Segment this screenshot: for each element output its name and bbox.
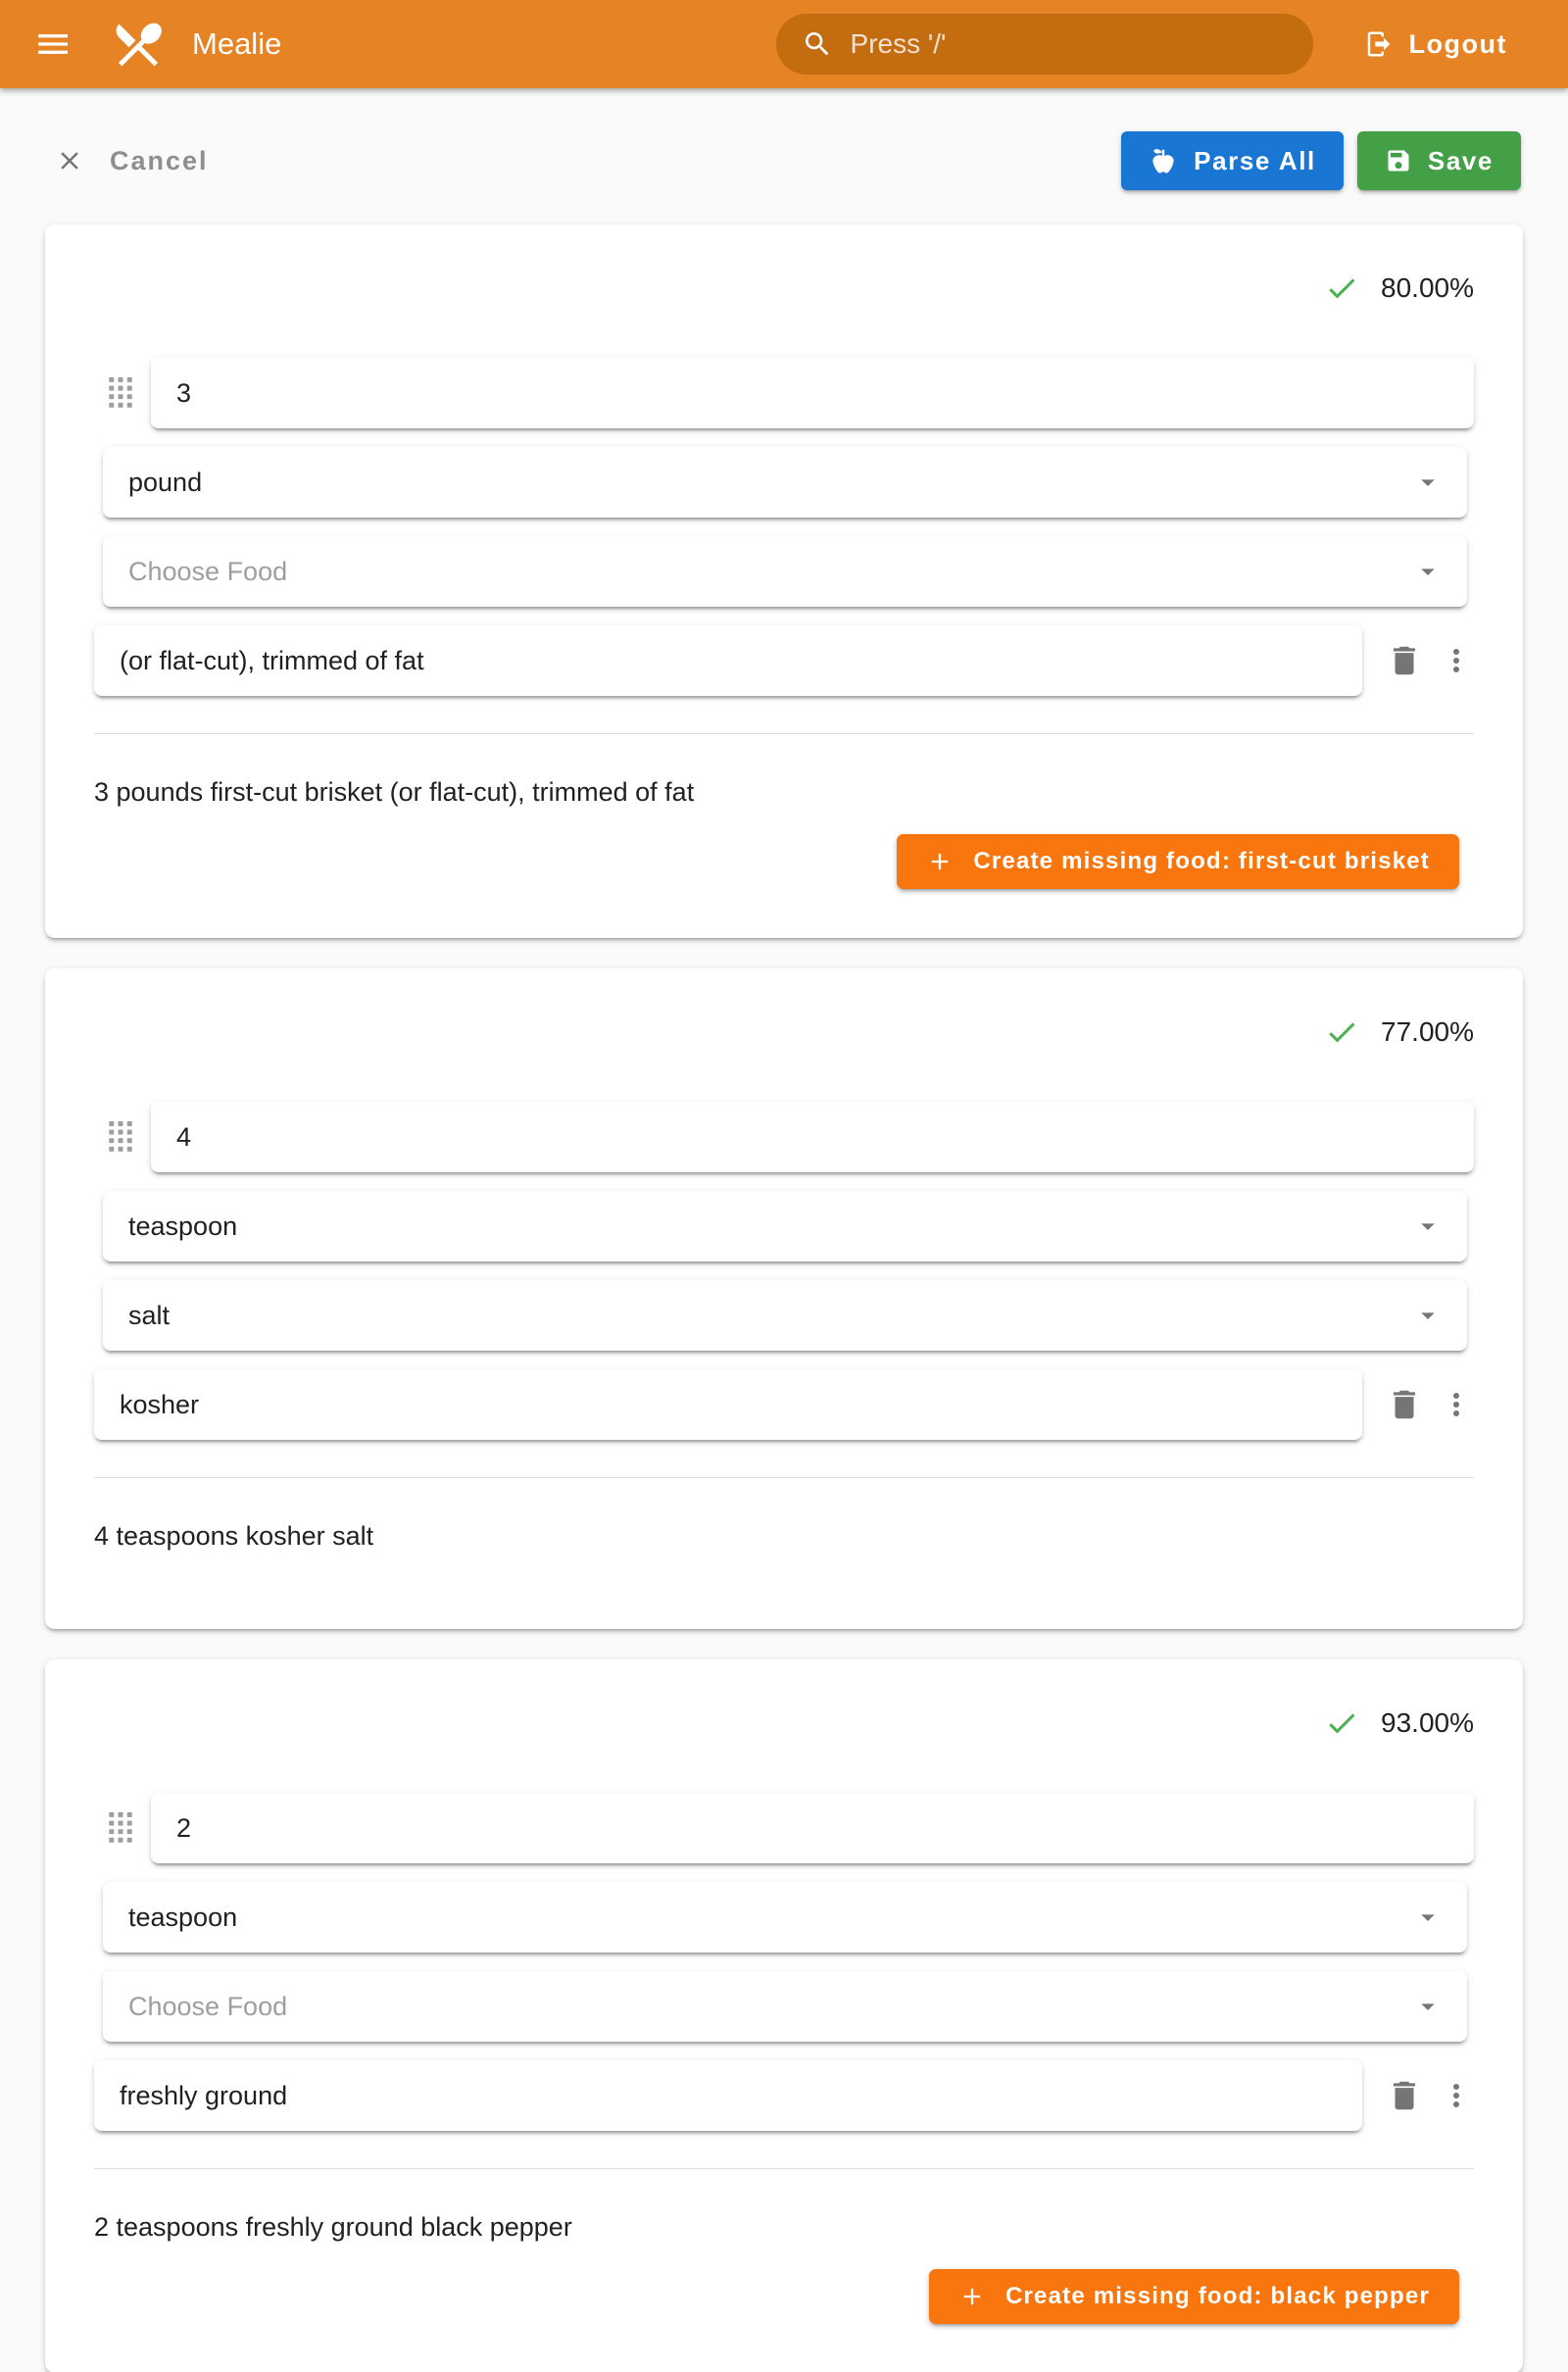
original-ingredient-text: 4 teaspoons kosher salt bbox=[94, 1521, 374, 1551]
unit-value: teaspoon bbox=[128, 1211, 238, 1241]
close-icon bbox=[55, 146, 84, 175]
plus-icon bbox=[926, 848, 954, 875]
create-missing-food-button[interactable] bbox=[929, 2269, 1459, 2324]
chevron-down-icon bbox=[1412, 467, 1444, 498]
silverware-logo-icon[interactable] bbox=[110, 16, 167, 73]
confidence-row bbox=[94, 1012, 1474, 1053]
food-placeholder: Choose Food bbox=[128, 1991, 288, 2021]
logout-button[interactable] bbox=[1364, 29, 1507, 60]
ingredient-card bbox=[45, 224, 1523, 938]
unit-select[interactable] bbox=[103, 447, 1467, 518]
cancel-label: Cancel bbox=[110, 145, 209, 175]
search-icon bbox=[802, 28, 833, 60]
quantity-input[interactable] bbox=[151, 378, 1474, 409]
original-ingredient-text: 2 teaspoons freshly ground black pepper bbox=[94, 2212, 572, 2242]
check-icon bbox=[1324, 271, 1359, 306]
logout-icon bbox=[1364, 29, 1394, 59]
original-ingredient-text: 3 pounds first-cut brisket (or flat-cut), trimmed of fat bbox=[94, 777, 695, 807]
note-input[interactable] bbox=[94, 646, 1362, 676]
parse-all-button[interactable] bbox=[1121, 131, 1344, 190]
unit-value: pound bbox=[128, 467, 203, 497]
save-label: Save bbox=[1427, 145, 1494, 175]
note-field bbox=[94, 2060, 1362, 2131]
divider bbox=[94, 1477, 1474, 1478]
search-input[interactable] bbox=[851, 28, 1288, 60]
check-icon bbox=[1324, 1705, 1359, 1741]
food-select[interactable] bbox=[103, 1971, 1467, 2042]
food-value: salt bbox=[128, 1300, 171, 1330]
parse-all-label: Parse All bbox=[1194, 145, 1316, 175]
chevron-down-icon bbox=[1412, 1211, 1444, 1242]
check-icon bbox=[1324, 1014, 1359, 1050]
quantity-field bbox=[151, 1102, 1474, 1172]
ingredient-card bbox=[45, 968, 1523, 1629]
food-placeholder: Choose Food bbox=[128, 556, 288, 586]
quantity-input[interactable] bbox=[151, 1122, 1474, 1153]
hamburger-menu-icon[interactable] bbox=[33, 25, 73, 64]
chevron-down-icon bbox=[1412, 556, 1444, 587]
create-missing-food-label: Create missing food: black pepper bbox=[1004, 2283, 1430, 2309]
unit-value: teaspoon bbox=[128, 1902, 238, 1932]
quantity-field bbox=[151, 1793, 1474, 1863]
unit-select[interactable] bbox=[103, 1191, 1467, 1261]
cancel-button[interactable] bbox=[55, 146, 209, 176]
logout-label: Logout bbox=[1408, 28, 1507, 59]
trash-icon[interactable] bbox=[1386, 2077, 1423, 2114]
app-title: Mealie bbox=[192, 26, 282, 61]
note-field bbox=[94, 625, 1362, 696]
food-select[interactable] bbox=[103, 1280, 1467, 1351]
drag-handle-icon[interactable] bbox=[108, 1121, 133, 1153]
create-missing-food-label: Create missing food: first-cut brisket bbox=[973, 848, 1430, 874]
dots-vertical-icon[interactable] bbox=[1439, 1387, 1474, 1422]
save-button[interactable] bbox=[1357, 131, 1521, 190]
plus-icon bbox=[958, 2283, 986, 2310]
chevron-down-icon bbox=[1412, 1902, 1444, 1933]
confidence-value: 93.00% bbox=[1381, 1707, 1474, 1738]
apple-icon bbox=[1149, 146, 1178, 175]
note-input[interactable] bbox=[94, 1390, 1362, 1420]
note-field bbox=[94, 1369, 1362, 1440]
save-icon bbox=[1385, 147, 1412, 174]
dots-vertical-icon[interactable] bbox=[1439, 2078, 1474, 2113]
confidence-value: 80.00% bbox=[1381, 272, 1474, 303]
quantity-field bbox=[151, 358, 1474, 428]
divider bbox=[94, 2168, 1474, 2169]
chevron-down-icon bbox=[1412, 1300, 1444, 1331]
editor-toolbar bbox=[55, 131, 1521, 190]
confidence-row bbox=[94, 1703, 1474, 1744]
note-input[interactable] bbox=[94, 2081, 1362, 2111]
confidence-value: 77.00% bbox=[1381, 1016, 1474, 1047]
trash-icon[interactable] bbox=[1386, 1386, 1423, 1423]
divider bbox=[94, 733, 1474, 734]
dots-vertical-icon[interactable] bbox=[1439, 643, 1474, 678]
drag-handle-icon[interactable] bbox=[108, 377, 133, 409]
chevron-down-icon bbox=[1412, 1991, 1444, 2022]
quantity-input[interactable] bbox=[151, 1813, 1474, 1844]
ingredient-card bbox=[45, 1659, 1523, 2372]
create-missing-food-button[interactable] bbox=[897, 834, 1459, 889]
app-bar bbox=[0, 0, 1568, 88]
food-select[interactable] bbox=[103, 536, 1467, 607]
search-bar[interactable] bbox=[776, 14, 1313, 74]
trash-icon[interactable] bbox=[1386, 642, 1423, 679]
drag-handle-icon[interactable] bbox=[108, 1812, 133, 1844]
confidence-row bbox=[94, 268, 1474, 309]
ingredient-list bbox=[45, 224, 1523, 2372]
unit-select[interactable] bbox=[103, 1882, 1467, 1952]
